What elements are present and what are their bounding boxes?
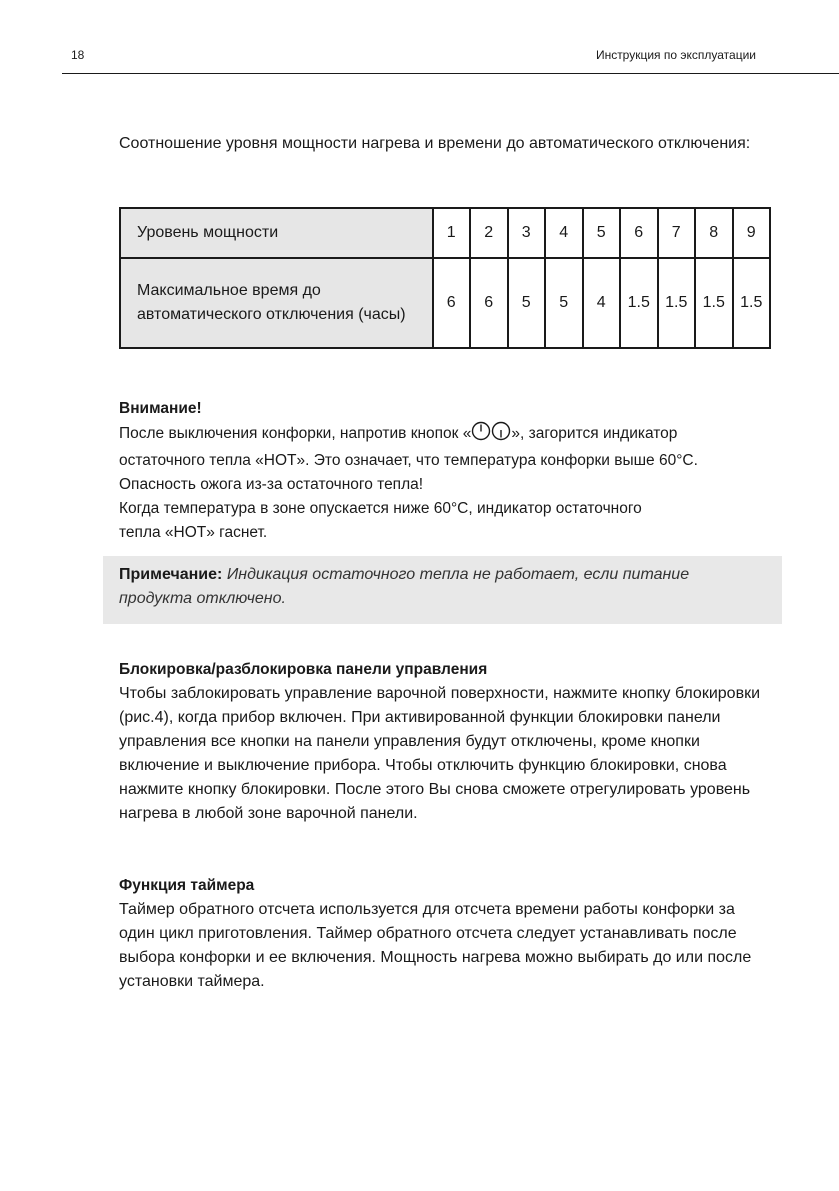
header-rule bbox=[62, 73, 839, 74]
warning-line bbox=[119, 421, 759, 449]
table-cell: 3 bbox=[508, 208, 546, 258]
header-title: Инструкция по эксплуатации bbox=[595, 48, 756, 62]
table-cell: 1.5 bbox=[658, 258, 696, 348]
page-number: 18 bbox=[71, 48, 85, 62]
note-text: Индикация остаточного тепла не работает, если питание продукта отключено. bbox=[119, 566, 690, 607]
warning-line: тепла «HOT» гаснет. bbox=[119, 524, 268, 541]
note-box bbox=[103, 556, 782, 624]
table-cell: 6 bbox=[620, 208, 658, 258]
lock-section bbox=[119, 658, 769, 826]
timer-section bbox=[119, 874, 769, 994]
warning-block bbox=[119, 397, 759, 545]
note-paragraph bbox=[119, 563, 759, 611]
table-row bbox=[120, 208, 770, 258]
table-cell: 4 bbox=[583, 258, 621, 348]
table-cell: 1.5 bbox=[695, 258, 733, 348]
table-cell: 9 bbox=[733, 208, 771, 258]
table-cell: 4 bbox=[545, 208, 583, 258]
power-time-table bbox=[119, 207, 771, 349]
warning-text: », загорится индикатор bbox=[511, 425, 678, 442]
button-icons bbox=[471, 421, 511, 449]
table-row bbox=[120, 258, 770, 348]
section-text: Таймер обратного отсчета используется для отсчета времени работы конфорки за один цикл приготовления. Таймер обратного отсчета следует устанавливать после выбора конфорки и ее включения. Мощность нагрева можно выбирать до или после установки таймера. bbox=[119, 901, 752, 990]
section-title: Функция таймера bbox=[119, 877, 255, 894]
row-label-max-time: Максимальное время до автоматического отключения (часы) bbox=[120, 258, 433, 348]
warning-line: остаточного тепла «HOT». Это означает, что температура конфорки выше 60°С. bbox=[119, 452, 698, 469]
warning-text: После выключения конфорки, напротив кнопок « bbox=[119, 425, 472, 442]
table-cell: 5 bbox=[545, 258, 583, 348]
power-icon bbox=[471, 421, 491, 441]
table-cell: 6 bbox=[470, 258, 508, 348]
table-cell: 2 bbox=[470, 208, 508, 258]
table-cell: 5 bbox=[583, 208, 621, 258]
table-cell: 1 bbox=[433, 208, 471, 258]
section-text: Чтобы заблокировать управление варочной поверхности, нажмите кнопку блокировки (рис.4), когда прибор включен. При активированной функции блокировки панели управления все кнопки на панели управления будут отключены, кроме кнопки включение и выключение прибора. Чтобы отключить функцию блокировки, снова нажмите кнопку блокировки. После этого Вы снова сможете отрегулировать уровень нагрева в любой зоне варочной панели. bbox=[119, 685, 760, 822]
table-cell: 1.5 bbox=[733, 258, 771, 348]
section-title: Блокировка/разблокировка панели управления bbox=[119, 661, 488, 678]
intro-text: Соотношение уровня мощности нагрева и времени до автоматического отключения: bbox=[119, 135, 751, 152]
table-cell: 6 bbox=[433, 258, 471, 348]
table-cell: 7 bbox=[658, 208, 696, 258]
table-cell: 8 bbox=[695, 208, 733, 258]
row-label-power-level: Уровень мощности bbox=[120, 208, 433, 258]
warning-line: Опасность ожога из-за остаточного тепла! bbox=[119, 476, 424, 493]
warning-title: Внимание! bbox=[119, 400, 202, 417]
warning-line: Когда температура в зоне опускается ниже 60°С, индикатор остаточного bbox=[119, 500, 642, 517]
table-cell: 1.5 bbox=[620, 258, 658, 348]
note-label: Примечание: bbox=[119, 566, 223, 583]
table-cell: 5 bbox=[508, 258, 546, 348]
knob-icon bbox=[491, 421, 511, 441]
